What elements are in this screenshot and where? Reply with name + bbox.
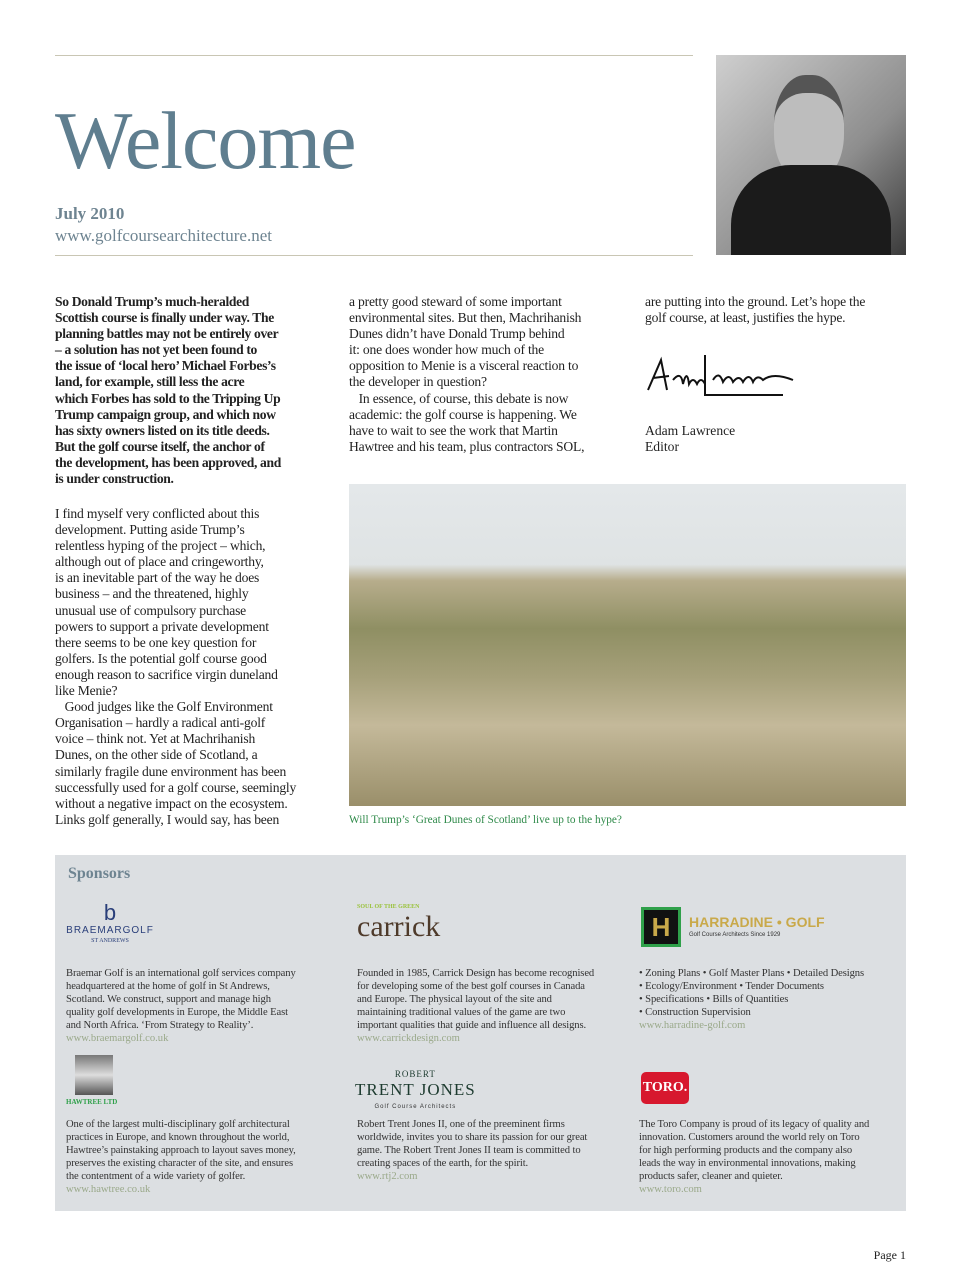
carrick-logo-text: carrick [357,910,441,943]
sponsor-link[interactable]: www.carrickdesign.com [357,1033,460,1044]
harradine-h-icon: H [641,907,681,947]
top-rule [55,55,693,56]
harradine-logo-text: HARRADINE • GOLF [689,914,825,930]
sponsor-rtj [357,1118,587,1183]
sponsor-description: Braemar Golf is an international golf services company headquartered at the home of golf in St Andrews, Scotland. We construct, support and manage high quality golf developments in Europe, the Middle East and North Africa. ‘From Strategy to Reality’. [66,968,296,1031]
sponsor-toro [639,1118,869,1196]
sponsor-link[interactable]: www.hawtree.co.uk [66,1184,151,1195]
harradine-logo-sub: Golf Course Architects Since 1929 [689,932,781,938]
editor-portrait [716,55,906,255]
harradine-logo[interactable] [641,907,825,947]
sponsor-link[interactable]: www.toro.com [639,1184,702,1195]
rtj-logo[interactable] [355,1069,476,1111]
rtj-logo-top: ROBERT [394,1069,436,1079]
hawtree-emblem-icon [75,1055,113,1095]
header-rule [55,255,693,256]
carrick-logo-sub: SOUL OF THE GREEN [357,904,420,910]
toro-logo[interactable]: TORO. [641,1072,689,1104]
editor-signature [643,350,813,412]
sponsor-description: One of the largest multi-disciplinary golf architectural practices in Europe, and known throughout the world, Hawtree’s painstaking approach to layout saves money, preserves the existing character of the site, and ensures the contentment of a wide variety of golfer. [66,1119,296,1182]
sponsor-link[interactable]: www.rtj2.com [357,1171,418,1182]
sponsor-description: Robert Trent Jones II, one of the preeminent firms worldwide, invites you to share its passion for our great game. The Robert Trent Jones II team is committed to creating spaces of the earth, for the spirit. [357,1119,588,1169]
sponsor-hawtree [66,1118,296,1196]
sponsor-harradine [639,967,864,1032]
site-url[interactable]: www.golfcoursearchitecture.net [55,226,272,245]
sponsors-panel [55,855,906,1211]
sponsors-heading: Sponsors [68,865,131,882]
editor-name: Adam Lawrence [645,423,736,438]
body-column-1: I find myself very conflicted about this development. Putting aside Trump’s relentless hyping of the project – which, although out of place and cringeworthy, is an inevitable part of the way he does business – and the threatened, highly unusual use of compulsory purchase powers to support a private development there seems to be one key question for golfers. Is the potential golf course good enough reason to sacrifice virgin duneland like Menie? Good judges like the Golf Environment Organisation – hardly a radical anti-golf voice – think not. Yet at Machrihanish Dunes, on the other side of Scotland, a similarly fragile dune environment has been successfully used for a golf course, seemingly without a negative impact on the ecosystem. Links golf generally, I would say, has been [55,506,297,827]
dunes-photo [349,484,906,806]
lead-paragraph: So Donald Trump’s much-heralded Scottish course is finally under way. The planning battles may not be entirely over – a solution has not yet been found to the issue of ‘local hero’ Michael Forbes’s land, for example, still less the acre which Forbes has sold to the Tripping Up Trump campaign group, and which now has sixty owners listed on its title deeds. But the golf course itself, the anchor of the development, has been approved, and is under construction. [55,294,281,487]
sponsor-carrick [357,967,594,1045]
sponsor-braemar [66,967,296,1045]
sponsor-description: • Zoning Plans • Golf Master Plans • Detailed Designs • Ecology/Environment • Tender Documents • Specifications • Bills of Quantities • Construction Supervision [639,968,865,1018]
carrick-logo[interactable] [357,903,440,943]
page-number: Page 1 [873,1248,906,1262]
braemar-logo-sub: ST ANDREWS [91,938,129,944]
body-column-3: are putting into the ground. Let’s hope the golf course, at least, justifies the hype. [645,294,866,326]
sponsor-description: Founded in 1985, Carrick Design has become recognised for developing some of the best golf courses in Canada and Europe. The physical layout of the site and maintaining traditional values of the game are two important qualities that guide and influence all designs. [357,968,595,1031]
signature-block [645,423,735,455]
braemar-logo-text: BRAEMARGOLF [66,925,154,936]
issue-date: July 2010 [55,204,125,223]
sponsor-link[interactable]: www.harradine-golf.com [639,1020,746,1031]
body-column-2: a pretty good steward of some important environmental sites. But then, Machrihanish Dunes didn’t have Donald Trump behind it: one does wonder how much of the opposition to Menie is a visceral reaction to the developer in question? In essence, of course, this debate is now academic: the golf course is happening. We have to wait to see the work that Martin Hawtree and his team, plus contractors SOL, [349,294,585,454]
photo-caption: Will Trump’s ‘Great Dunes of Scotland’ live up to the hype? [349,814,622,826]
editor-role: Editor [645,439,679,455]
rtj-logo-text: TRENT JONES [355,1080,476,1099]
hawtree-logo-text: HAWTREE LTD [66,1098,118,1106]
hawtree-logo[interactable] [66,1055,117,1107]
page-title: Welcome [55,95,356,186]
rtj-logo-sub: Golf Course Architects [374,1104,457,1110]
braemar-logo[interactable] [65,901,155,945]
sponsor-link[interactable]: www.braemargolf.co.uk [66,1033,169,1044]
sponsor-description: The Toro Company is proud of its legacy of quality and innovation. Customers around the world rely on Toro for high performing products and the company also leads the way in environmental innovations, making products safer, cleaner and quieter. [639,1119,870,1182]
braemar-b-icon: b [103,900,117,925]
